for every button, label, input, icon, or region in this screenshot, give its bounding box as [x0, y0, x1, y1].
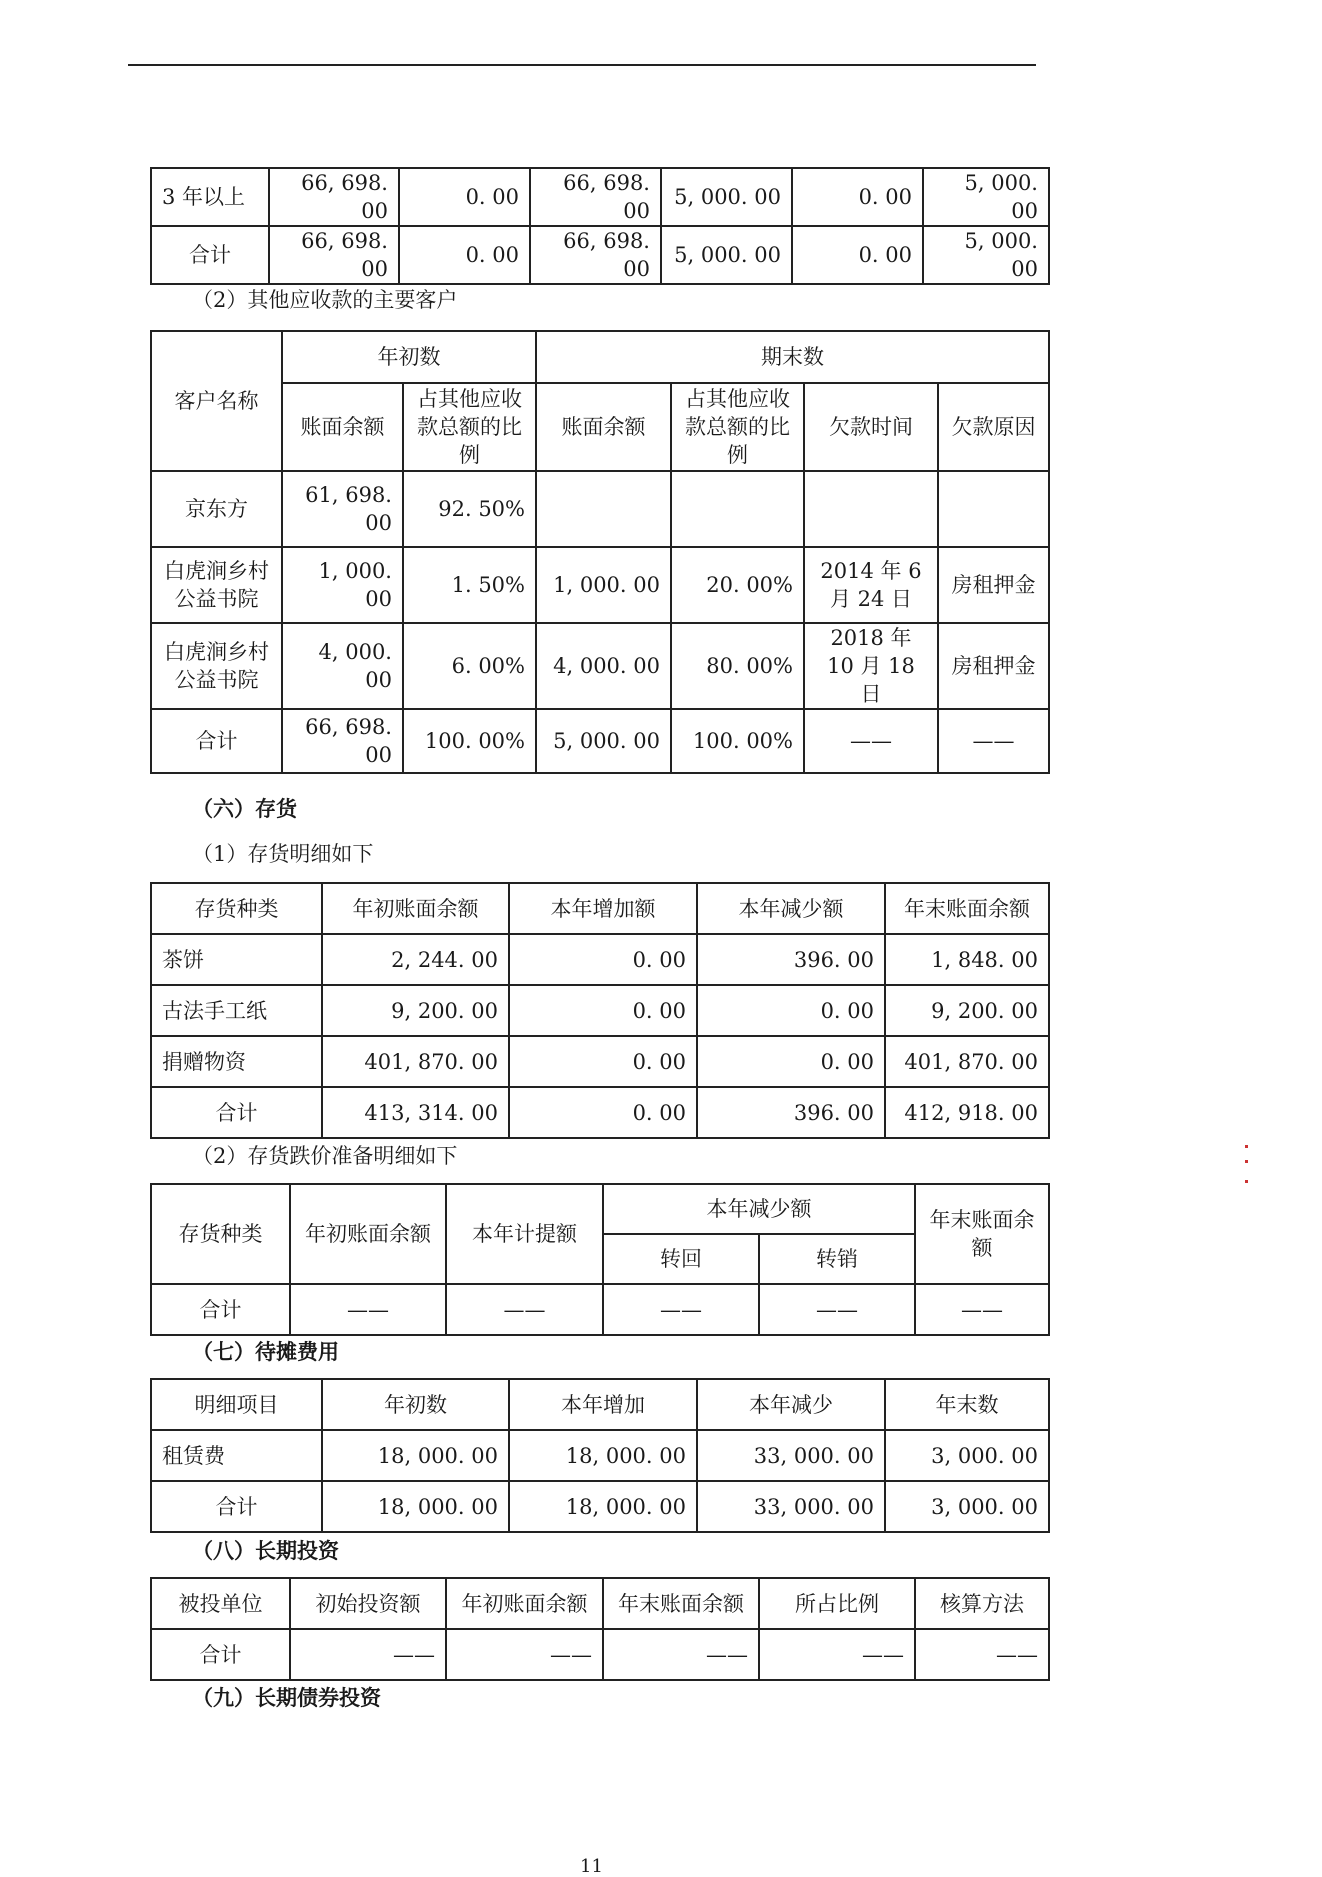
cell: 5, 000. 00	[661, 226, 792, 284]
customer-name: 京东方	[151, 471, 282, 547]
section-title: （七）待摊费用	[192, 1339, 339, 1364]
cell: 92. 50%	[403, 471, 536, 547]
header-rule	[128, 64, 1036, 66]
cell: 0. 00	[399, 168, 530, 226]
cell: ——	[915, 1284, 1049, 1335]
header-provision: 本年计提额	[446, 1184, 603, 1284]
header-reason: 欠款原因	[938, 383, 1049, 471]
table-row	[151, 934, 1049, 985]
cell: 1, 848. 00	[885, 934, 1049, 985]
section-caption: （1）存货明细如下	[192, 842, 374, 866]
cell: 33, 000. 00	[697, 1481, 885, 1532]
scan-mark	[1245, 1145, 1248, 1148]
header-cell: 本年减少	[697, 1379, 885, 1430]
cell: 18, 000. 00	[509, 1481, 697, 1532]
cell: ——	[446, 1629, 603, 1680]
customer-name: 白虎涧乡村公益书院	[151, 623, 282, 709]
cell: ——	[759, 1284, 915, 1335]
cell: 412, 918. 00	[885, 1087, 1049, 1138]
cell: ——	[804, 709, 938, 773]
table-row	[151, 1036, 1049, 1087]
table-row	[151, 709, 1049, 773]
table-row	[151, 547, 1049, 623]
inventory-impairment-table	[150, 1183, 1050, 1336]
cell: ——	[290, 1284, 446, 1335]
header-cell: 年初数	[322, 1379, 509, 1430]
cell: ——	[759, 1629, 915, 1680]
cell: 3, 000. 00	[885, 1481, 1049, 1532]
cell: 房租押金	[938, 623, 1049, 709]
table-header-row	[151, 1379, 1049, 1430]
header-cell: 本年增加	[509, 1379, 697, 1430]
cell: 5, 000. 00	[923, 168, 1049, 226]
cell: 61, 698. 00	[282, 471, 403, 547]
long-term-investment-table	[150, 1577, 1050, 1681]
cell: 2014 年 6 月 24 日	[804, 547, 938, 623]
row-label: 合计	[151, 1629, 290, 1680]
cell: 0. 00	[509, 1036, 697, 1087]
row-label: 合计	[151, 1481, 322, 1532]
header-cell: 年初账面余额	[322, 883, 509, 934]
table-row	[151, 1629, 1049, 1680]
row-label: 古法手工纸	[151, 985, 322, 1036]
section-title: （八）长期投资	[192, 1538, 339, 1563]
table-header-row	[151, 883, 1049, 934]
receivables-customers-table	[150, 330, 1050, 774]
header-cell: 明细项目	[151, 1379, 322, 1430]
cell: 5, 000. 00	[923, 226, 1049, 284]
cell: 401, 870. 00	[885, 1036, 1049, 1087]
cell: 100. 00%	[671, 709, 804, 773]
cell: 100. 00%	[403, 709, 536, 773]
cell: 3, 000. 00	[885, 1430, 1049, 1481]
cell: ——	[915, 1629, 1049, 1680]
table-header-row	[151, 331, 1049, 383]
cell: 33, 000. 00	[697, 1430, 885, 1481]
aging-table	[150, 167, 1050, 285]
cell: 0. 00	[509, 934, 697, 985]
header-begin: 年初账面余额	[290, 1184, 446, 1284]
table-row	[151, 471, 1049, 547]
cell: 66, 698. 00	[530, 226, 661, 284]
table-row	[151, 1481, 1049, 1532]
cell: 9, 200. 00	[885, 985, 1049, 1036]
header-time: 欠款时间	[804, 383, 938, 471]
cell	[804, 471, 938, 547]
cell: 80. 00%	[671, 623, 804, 709]
customer-name: 合计	[151, 709, 282, 773]
header-balance: 账面余额	[282, 383, 403, 471]
cell: 396. 00	[697, 1087, 885, 1138]
cell: 66, 698. 00	[530, 168, 661, 226]
section-title: （六）存货	[192, 796, 297, 821]
header-decrease: 本年减少额	[603, 1184, 915, 1234]
cell: 18, 000. 00	[509, 1430, 697, 1481]
header-reverse: 转回	[603, 1234, 759, 1284]
cell: ——	[603, 1629, 759, 1680]
header-balance-end: 账面余额	[536, 383, 671, 471]
header-cell: 初始投资额	[290, 1578, 446, 1629]
cell: 413, 314. 00	[322, 1087, 509, 1138]
section-caption: （2）其他应收款的主要客户	[192, 288, 458, 312]
cell: 18, 000. 00	[322, 1430, 509, 1481]
row-label: 合计	[151, 1087, 322, 1138]
cell: 396. 00	[697, 934, 885, 985]
table-row	[151, 1087, 1049, 1138]
header-customer: 客户名称	[151, 331, 282, 471]
header-type: 存货种类	[151, 1184, 290, 1284]
header-end: 年末账面余额	[915, 1184, 1049, 1284]
cell: 4, 000. 00	[282, 623, 403, 709]
cell: 18, 000. 00	[322, 1481, 509, 1532]
cell: 5, 000. 00	[661, 168, 792, 226]
cell: 0. 00	[509, 985, 697, 1036]
scan-mark	[1245, 1180, 1248, 1183]
header-cell: 所占比例	[759, 1578, 915, 1629]
cell: 房租押金	[938, 547, 1049, 623]
customer-name: 白虎涧乡村公益书院	[151, 547, 282, 623]
cell: 2, 244. 00	[322, 934, 509, 985]
cell: 0. 00	[697, 985, 885, 1036]
cell: 0. 00	[792, 226, 923, 284]
cell: 2018 年 10 月 18 日	[804, 623, 938, 709]
row-label: 茶饼	[151, 934, 322, 985]
cell: 401, 870. 00	[322, 1036, 509, 1087]
section-title: （九）长期债券投资	[192, 1685, 381, 1710]
header-cell: 存货种类	[151, 883, 322, 934]
header-ratio: 占其他应收款总额的比例	[403, 383, 536, 471]
row-label: 捐赠物资	[151, 1036, 322, 1087]
cell: 1. 50%	[403, 547, 536, 623]
header-cell: 年初账面余额	[446, 1578, 603, 1629]
header-cell: 年末账面余额	[885, 883, 1049, 934]
header-writeoff: 转销	[759, 1234, 915, 1284]
cell: ——	[938, 709, 1049, 773]
header-cell: 被投单位	[151, 1578, 290, 1629]
cell: 0. 00	[509, 1087, 697, 1138]
cell: 1, 000. 00	[536, 547, 671, 623]
header-cell: 核算方法	[915, 1578, 1049, 1629]
table-row	[151, 168, 1049, 226]
table-row	[151, 1430, 1049, 1481]
cell: 0. 00	[399, 226, 530, 284]
cell: 66, 698. 00	[269, 226, 399, 284]
inventory-table	[150, 882, 1050, 1139]
cell	[671, 471, 804, 547]
header-end: 期末数	[536, 331, 1049, 383]
cell: 1, 000. 00	[282, 547, 403, 623]
cell: 66, 698. 00	[269, 168, 399, 226]
cell	[536, 471, 671, 547]
header-cell: 年末账面余额	[603, 1578, 759, 1629]
cell	[938, 471, 1049, 547]
cell: 4, 000. 00	[536, 623, 671, 709]
header-begin: 年初数	[282, 331, 536, 383]
row-label: 租赁费	[151, 1430, 322, 1481]
header-ratio-end: 占其他应收款总额的比例	[671, 383, 804, 471]
cell: 20. 00%	[671, 547, 804, 623]
cell: 9, 200. 00	[322, 985, 509, 1036]
row-label: 合计	[151, 226, 269, 284]
table-header-row	[151, 1578, 1049, 1629]
table-row	[151, 985, 1049, 1036]
table-row	[151, 226, 1049, 284]
cell: ——	[446, 1284, 603, 1335]
table-header-row	[151, 1184, 1049, 1234]
row-label: 合计	[151, 1284, 290, 1335]
table-header-row	[151, 383, 1049, 471]
cell: ——	[603, 1284, 759, 1335]
page-number: 11	[580, 1856, 603, 1877]
cell: 5, 000. 00	[536, 709, 671, 773]
prepaid-expenses-table	[150, 1378, 1050, 1533]
cell: 0. 00	[792, 168, 923, 226]
header-cell: 年末数	[885, 1379, 1049, 1430]
scan-mark	[1245, 1160, 1248, 1163]
cell: 66, 698. 00	[282, 709, 403, 773]
header-cell: 本年增加额	[509, 883, 697, 934]
cell: ——	[290, 1629, 446, 1680]
table-row	[151, 1284, 1049, 1335]
section-caption: （2）存货跌价准备明细如下	[192, 1144, 458, 1168]
row-label: 3 年以上	[151, 168, 269, 226]
cell: 0. 00	[697, 1036, 885, 1087]
header-cell: 本年减少额	[697, 883, 885, 934]
table-row	[151, 623, 1049, 709]
cell: 6. 00%	[403, 623, 536, 709]
